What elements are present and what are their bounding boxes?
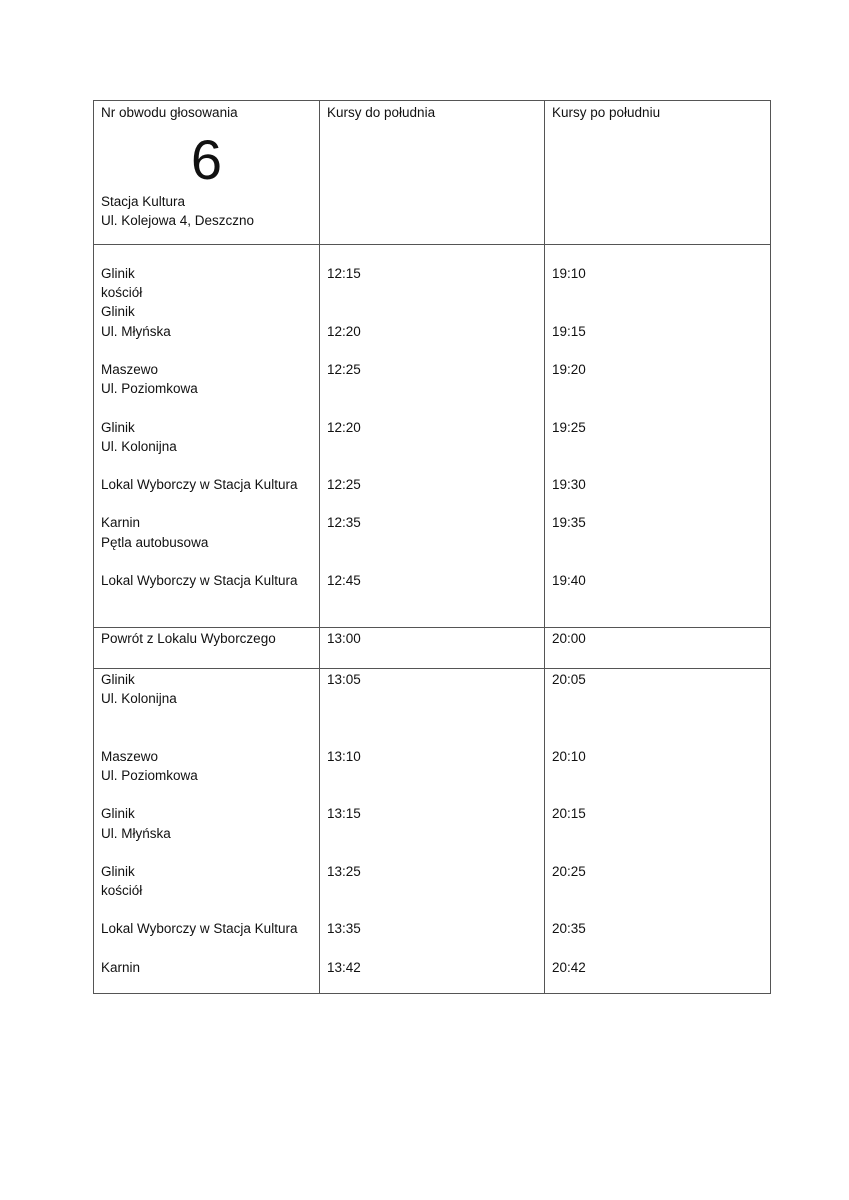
stop-line: Ul. Kolonijna xyxy=(101,691,177,707)
time-value: 19:25 xyxy=(552,419,586,435)
outbound-morning-cell xyxy=(320,245,545,628)
stop-line: Ul. Młyńska xyxy=(101,825,171,841)
afternoon-header-cell xyxy=(545,101,771,245)
time-value: 13:35 xyxy=(327,921,361,937)
stop-line: kościół xyxy=(101,883,143,899)
return-row xyxy=(94,628,771,669)
time-value: 19:20 xyxy=(552,361,586,377)
morning-header: Kursy do południa xyxy=(327,105,436,120)
inbound-stops-cell xyxy=(94,669,320,994)
stop-line: Lokal Wyborczy w Stacja Kultura xyxy=(101,921,298,937)
time-value: 19:10 xyxy=(552,266,586,281)
afternoon-header: Kursy po południu xyxy=(552,105,661,120)
time-value: 12:20 xyxy=(327,323,361,339)
time-value: 20:00 xyxy=(552,631,586,646)
stop-line: kościół xyxy=(101,285,143,301)
time-value: 12:45 xyxy=(327,573,361,588)
stop-line: Maszewo xyxy=(101,748,159,764)
district-number: 6 xyxy=(190,128,223,192)
stop-line: Glinik xyxy=(101,304,135,320)
time-value: 12:25 xyxy=(327,361,361,377)
morning-header-cell xyxy=(320,101,545,245)
time-value: 19:40 xyxy=(552,573,586,588)
return-label: Powrót z Lokalu Wyborczego xyxy=(101,631,276,646)
time-value: 20:10 xyxy=(552,748,586,764)
bus-schedule-table xyxy=(93,100,771,994)
inbound-route-row xyxy=(94,669,771,994)
time-value: 12:25 xyxy=(327,477,361,493)
stop-line: Lokal Wyborczy w Stacja Kultura xyxy=(101,477,298,493)
stop-line: Glinik xyxy=(101,806,135,822)
document-page xyxy=(93,100,770,994)
location-address: Ul. Kolejowa 4, Deszczno xyxy=(101,213,255,229)
stop-line: Glinik xyxy=(101,266,135,281)
time-value: 12:35 xyxy=(327,515,361,531)
time-value: 20:35 xyxy=(552,921,586,937)
time-value: 20:05 xyxy=(552,672,586,687)
time-value: 12:20 xyxy=(327,419,361,435)
time-value: 20:42 xyxy=(552,959,586,975)
time-value: 19:30 xyxy=(552,477,586,493)
outbound-stops-cell xyxy=(94,245,320,628)
time-value: 13:10 xyxy=(327,748,361,764)
header-row xyxy=(94,101,771,245)
return-afternoon-cell xyxy=(545,628,771,669)
stop-line: Glinik xyxy=(101,863,135,879)
stop-line: Karnin xyxy=(101,515,141,531)
stop-line: Pętla autobusowa xyxy=(101,534,209,550)
time-value: 13:25 xyxy=(327,863,361,879)
time-value: 12:15 xyxy=(327,266,361,281)
time-value: 20:25 xyxy=(552,863,586,879)
outbound-route-row xyxy=(94,245,771,628)
location-name: Stacja Kultura xyxy=(101,194,186,210)
outbound-afternoon-cell xyxy=(545,245,771,628)
stop-line: Ul. Młyńska xyxy=(101,323,171,339)
time-value: 13:00 xyxy=(327,631,361,646)
stop-line: Glinik xyxy=(101,419,135,435)
stop-line: Karnin xyxy=(101,959,141,975)
stop-line: Maszewo xyxy=(101,361,159,377)
inbound-morning-cell xyxy=(320,669,545,994)
time-value: 19:15 xyxy=(552,323,586,339)
stop-line: Ul. Kolonijna xyxy=(101,438,177,454)
time-value: 13:42 xyxy=(327,959,361,975)
inbound-afternoon-cell xyxy=(545,669,771,994)
stop-line: Ul. Poziomkowa xyxy=(101,767,198,783)
time-value: 13:05 xyxy=(327,672,361,687)
district-cell xyxy=(94,101,320,245)
return-morning-cell xyxy=(320,628,545,669)
time-value: 20:15 xyxy=(552,806,586,822)
district-label: Nr obwodu głosowania xyxy=(101,105,238,120)
time-value: 13:15 xyxy=(327,806,361,822)
stop-line: Ul. Poziomkowa xyxy=(101,381,198,397)
stop-line: Lokal Wyborczy w Stacja Kultura xyxy=(101,573,298,588)
return-label-cell xyxy=(94,628,320,669)
time-value: 19:35 xyxy=(552,515,586,531)
stop-line: Glinik xyxy=(101,672,135,687)
